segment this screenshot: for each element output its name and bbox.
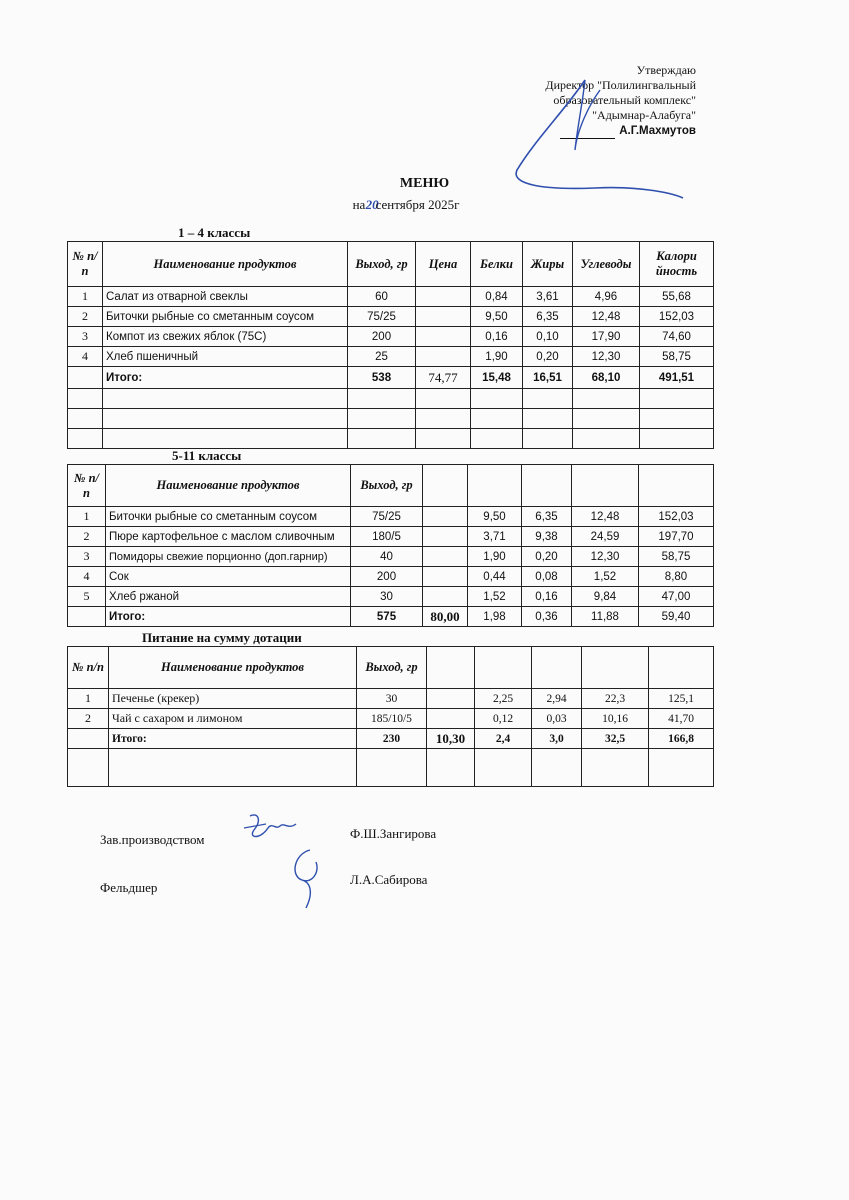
row-number: 3 — [68, 547, 106, 567]
dish-yield: 185/10/5 — [357, 709, 427, 729]
total-row — [68, 607, 714, 627]
menu-date — [0, 197, 812, 213]
total-proteins: 2,4 — [475, 729, 532, 749]
row-number: 4 — [68, 567, 106, 587]
approval-org: образовательный комплекс" — [553, 93, 696, 107]
col-fats-header: Жиры — [523, 242, 573, 287]
dish-name: Биточки рыбные со сметанным соусом — [103, 307, 348, 327]
total-label: Итого: — [109, 729, 357, 749]
dish-proteins: 0,44 — [468, 567, 522, 587]
col-num-header: № п/п — [68, 647, 109, 689]
dish-carbs: 12,48 — [572, 507, 639, 527]
menu-table-grades-5-11 — [67, 464, 714, 627]
total-fats: 16,51 — [523, 367, 573, 389]
dish-carbs: 17,90 — [573, 327, 640, 347]
dish-yield: 75/25 — [348, 307, 416, 327]
dish-carbs: 12,30 — [572, 547, 639, 567]
total-calories: 166,8 — [649, 729, 714, 749]
dish-name: Печенье (крекер) — [109, 689, 357, 709]
dish-calories: 55,68 — [640, 287, 714, 307]
total-yield: 575 — [351, 607, 423, 627]
dish-calories: 47,00 — [639, 587, 714, 607]
dish-price — [416, 347, 471, 367]
dish-carbs: 9,84 — [572, 587, 639, 607]
dish-proteins: 2,25 — [475, 689, 532, 709]
approval-org-name: "Адымнар-Алабуга" — [592, 108, 696, 122]
dish-carbs: 22,3 — [582, 689, 649, 709]
table-row — [68, 307, 714, 327]
table-row — [68, 287, 714, 307]
total-row — [68, 729, 714, 749]
dish-name: Салат из отварной свеклы — [103, 287, 348, 307]
dish-price — [416, 307, 471, 327]
dish-proteins: 9,50 — [471, 307, 523, 327]
empty-row — [68, 409, 714, 429]
dish-carbs: 12,48 — [573, 307, 640, 327]
table-row — [68, 327, 714, 347]
total-row — [68, 367, 714, 389]
dish-proteins: 1,90 — [468, 547, 522, 567]
col-proteins-header: Белки — [471, 242, 523, 287]
footer-name-production: Ф.Ш.Зангирова — [350, 826, 437, 841]
row-number: 4 — [68, 347, 103, 367]
total-proteins: 15,48 — [471, 367, 523, 389]
table-row — [68, 587, 714, 607]
dish-carbs: 4,96 — [573, 287, 640, 307]
dish-name: Чай с сахаром и лимоном — [109, 709, 357, 729]
col-carbs-header: Углеводы — [573, 242, 640, 287]
row-number: 2 — [68, 307, 103, 327]
col-name-header: Наименование продуктов — [103, 242, 348, 287]
total-price: 10,30 — [427, 729, 475, 749]
total-carbs: 32,5 — [582, 729, 649, 749]
dish-calories: 125,1 — [649, 689, 714, 709]
col-num-header: № п/п — [68, 465, 106, 507]
total-fats: 3,0 — [532, 729, 582, 749]
dish-yield: 40 — [351, 547, 423, 567]
table-row — [68, 709, 714, 729]
dish-fats: 9,38 — [522, 527, 572, 547]
col-yield-header: Выход, гр — [348, 242, 416, 287]
empty-row — [68, 389, 714, 409]
col-yield-header: Выход, гр — [351, 465, 423, 507]
total-calories: 491,51 — [640, 367, 714, 389]
table-header-row — [68, 647, 714, 689]
dish-yield: 30 — [357, 689, 427, 709]
row-number: 3 — [68, 327, 103, 347]
dish-price — [416, 287, 471, 307]
section-grades-5-11: 5-11 классы — [172, 448, 242, 463]
section-grades-1-4: 1 – 4 классы — [178, 225, 251, 240]
dish-name: Биточки рыбные со сметанным соусом — [106, 507, 351, 527]
dish-yield: 60 — [348, 287, 416, 307]
table-header-row — [68, 242, 714, 287]
menu-table-subsidized — [67, 646, 714, 787]
dish-calories: 74,60 — [640, 327, 714, 347]
row-number: 5 — [68, 587, 106, 607]
dish-yield: 30 — [351, 587, 423, 607]
paramedic-signature-icon — [280, 842, 330, 912]
dish-yield: 180/5 — [351, 527, 423, 547]
dish-name: Сок — [106, 567, 351, 587]
table-row — [68, 347, 714, 367]
total-calories: 59,40 — [639, 607, 714, 627]
row-number: 1 — [68, 287, 103, 307]
footer-name-paramedic: Л.А.Сабирова — [350, 872, 428, 887]
row-number: 2 — [68, 527, 106, 547]
table-row — [68, 527, 714, 547]
menu-table-grades-1-4 — [67, 241, 714, 449]
dish-calories: 197,70 — [639, 527, 714, 547]
col-name-header: Наименование продуктов — [109, 647, 357, 689]
dish-fats: 2,94 — [532, 689, 582, 709]
row-number: 1 — [68, 689, 109, 709]
approval-title: Утверждаю — [636, 63, 696, 77]
dish-carbs: 24,59 — [572, 527, 639, 547]
table-header-row — [68, 465, 714, 507]
table-row — [68, 507, 714, 527]
dish-fats: 0,16 — [522, 587, 572, 607]
dish-proteins: 1,90 — [471, 347, 523, 367]
empty-row — [68, 749, 714, 787]
dish-yield: 25 — [348, 347, 416, 367]
row-number: 1 — [68, 507, 106, 527]
total-carbs: 68,10 — [573, 367, 640, 389]
page-title: МЕНЮ — [399, 176, 450, 191]
total-yield: 538 — [348, 367, 416, 389]
empty-row — [68, 429, 714, 449]
total-label: Итого: — [103, 367, 348, 389]
dish-name: Компот из свежих яблок (75С) — [103, 327, 348, 347]
dish-fats: 0,08 — [522, 567, 572, 587]
dish-name: Хлеб ржаной — [106, 587, 351, 607]
col-num-header: № п/п — [68, 242, 103, 287]
col-price-header: Цена — [416, 242, 471, 287]
dish-name: Помидоры свежие порционно (доп.гарнир) — [106, 547, 351, 567]
dish-proteins: 0,84 — [471, 287, 523, 307]
dish-calories: 41,70 — [649, 709, 714, 729]
total-fats: 0,36 — [522, 607, 572, 627]
dish-fats: 6,35 — [522, 507, 572, 527]
dish-calories: 152,03 — [640, 307, 714, 327]
row-number: 2 — [68, 709, 109, 729]
date-prefix: на — [352, 197, 366, 212]
table-row — [68, 567, 714, 587]
dish-calories: 8,80 — [639, 567, 714, 587]
section-subsidized-meals: Питание на сумму дотации — [142, 630, 302, 645]
dish-name: Хлеб пшеничный — [103, 347, 348, 367]
dish-proteins: 3,71 — [468, 527, 522, 547]
dish-fats: 0,20 — [522, 547, 572, 567]
dish-calories: 58,75 — [639, 547, 714, 567]
dish-proteins: 0,12 — [475, 709, 532, 729]
total-price: 74,77 — [416, 367, 471, 389]
dish-fats: 0,10 — [523, 327, 573, 347]
total-carbs: 11,88 — [572, 607, 639, 627]
dish-fats: 3,61 — [523, 287, 573, 307]
dish-calories: 58,75 — [640, 347, 714, 367]
total-yield: 230 — [357, 729, 427, 749]
total-label: Итого: — [106, 607, 351, 627]
dish-yield: 200 — [351, 567, 423, 587]
dish-calories: 152,03 — [639, 507, 714, 527]
table-row — [68, 689, 714, 709]
date-day: 20 — [365, 197, 379, 212]
dish-yield: 75/25 — [351, 507, 423, 527]
dish-fats: 0,03 — [532, 709, 582, 729]
col-yield-header: Выход, гр — [357, 647, 427, 689]
date-rest: сентября 2025г — [375, 197, 460, 212]
dish-fats: 6,35 — [523, 307, 573, 327]
dish-proteins: 1,52 — [468, 587, 522, 607]
dish-carbs: 12,30 — [573, 347, 640, 367]
footer-role-production: Зав.производством — [100, 832, 205, 847]
dish-price — [416, 327, 471, 347]
dish-proteins: 9,50 — [468, 507, 522, 527]
dish-yield: 200 — [348, 327, 416, 347]
col-name-header: Наименование продуктов — [106, 465, 351, 507]
col-calories-header: Калори йность — [640, 242, 714, 287]
table-row — [68, 547, 714, 567]
approval-position: Директор "Полилингвальный — [545, 78, 696, 92]
footer-role-paramedic: Фельдшер — [100, 880, 158, 895]
director-name: А.Г.Махмутов — [619, 125, 696, 137]
total-price: 80,00 — [423, 607, 468, 627]
total-proteins: 1,98 — [468, 607, 522, 627]
dish-carbs: 1,52 — [572, 567, 639, 587]
dish-name: Пюре картофельное с маслом сливочным — [106, 527, 351, 547]
dish-proteins: 0,16 — [471, 327, 523, 347]
dish-fats: 0,20 — [523, 347, 573, 367]
dish-carbs: 10,16 — [582, 709, 649, 729]
